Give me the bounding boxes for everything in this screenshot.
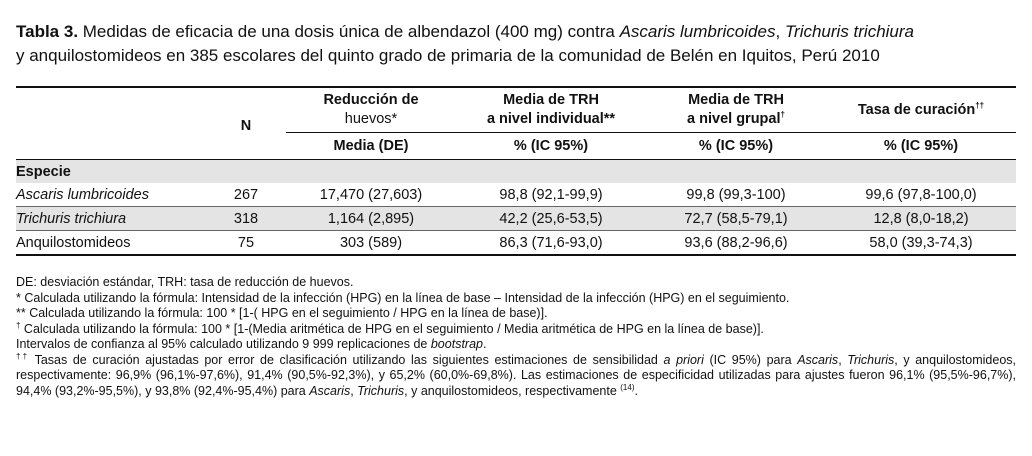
note-dd-a: Tasas de curación ajustadas por error de clasificación utilizando las siguientes estimaciones de sensibilidad: [29, 352, 664, 367]
table-caption: [16, 20, 1016, 68]
caption-text-a: Medidas de eficacia de una dosis única de albendazol (400 mg) contra: [78, 22, 620, 41]
note-intervals-c: .: [482, 337, 487, 351]
caption-line-1: [16, 20, 1016, 44]
row-2-trh-grp: 72,7 (58,5-79,1): [684, 210, 788, 227]
row-1-trh-ind: 98,8 (92,1-99,9): [499, 186, 603, 203]
row-2-n: 318: [233, 210, 259, 227]
note-dd-mark: ††: [16, 351, 30, 361]
note-abbrev: DE: desviación estándar, TRH: tasa de reducción de huevos.: [16, 275, 354, 289]
note-intervals: [16, 337, 1016, 353]
header-trh-ind-l2: a nivel individual**: [486, 111, 616, 127]
header-blank: [16, 87, 206, 160]
note-dd-h: Ascaris: [309, 383, 351, 398]
caption-sep: ,: [775, 22, 785, 41]
header-trh-individual: [456, 87, 646, 133]
table-row: [16, 231, 1016, 256]
note-double-dagger: [16, 353, 1016, 400]
row-3-reduccion: 303 (589): [339, 234, 403, 251]
sub-tasa: % (IC 95%): [826, 133, 1016, 160]
note-asterisk: * Calculada utilizando la fórmula: Intensidad de la infección (HPG) en la línea de base – Intensidad de la infección (HPG) en el seguimiento.: [16, 290, 790, 305]
row-3-trh-ind: 86,3 (71,6-93,0): [499, 234, 603, 251]
caption-species-2: Trichuris trichiura: [784, 22, 914, 41]
row-1-n: 267: [233, 186, 259, 203]
header-trh-grp-l2: [646, 110, 826, 129]
group-row: [16, 160, 1016, 184]
note-intervals-a: Intervalos de confianza al 95% calculado utilizando 9 999 replicaciones de: [16, 337, 431, 351]
note-dd-e: ,: [838, 352, 848, 367]
table-row: [16, 207, 1016, 231]
note-dd-d: Ascaris: [797, 352, 839, 367]
note-dd-l: .: [634, 383, 638, 398]
header-trh-grp-l1: Media de TRH: [688, 92, 784, 108]
row-3-trh-grp: 93,6 (88,2-96,6): [684, 234, 788, 251]
header-trh-grp-mark: †: [780, 110, 785, 120]
table-row: [16, 183, 1016, 207]
header-reduccion-l1: Reducción de: [323, 92, 419, 108]
group-label: Especie: [16, 160, 1016, 184]
row-2-reduccion: 1,164 (2,895): [327, 210, 415, 227]
note-dd-g: , y anquilostomideos, respectivamente: 96,9% (96,1%-97,6%), 91,4% (90,5%-92,3%), y 65,2% (60,0%-69,8%). Las estimaciones de especificidad utilizadas para ajustes fueron 96,1% (95,5%-96,7%), 94,4% (93,2%-95,5%), y 93,8% (92,4%-95,4%) para: [16, 352, 1016, 398]
header-trh-grupal: [646, 87, 826, 133]
note-dagger-text: Calculada utilizando la fórmula: 100 * [1-(Media aritmética de HPG en el seguimiento / Media aritmética de HPG en la línea de base)].: [20, 321, 764, 336]
row-2-tasa: 12,8 (8,0-18,2): [873, 210, 969, 227]
row-2-name: Trichuris trichiura: [16, 210, 127, 227]
caption-label: Tabla 3.: [16, 22, 79, 41]
note-dd-ref: (14): [620, 382, 635, 392]
row-1-reduccion: 17,470 (27,603): [319, 186, 423, 203]
sub-reduccion: Media (DE): [286, 133, 456, 160]
note-double-asterisk: ** Calculada utilizando la fórmula: 100 * [1-( HPG en el seguimiento / HPG en la línea de base)].: [16, 306, 548, 320]
header-reduccion: [286, 87, 456, 133]
note-dd-b: a priori: [663, 352, 704, 367]
note-dagger-mark: †: [16, 320, 21, 330]
row-1-name: Ascaris lumbricoides: [16, 186, 149, 203]
header-trh-grp-text: a nivel grupal: [687, 111, 781, 127]
header-n: N: [240, 118, 252, 134]
table-footnotes: [16, 275, 1016, 399]
note-dagger: [16, 322, 1016, 338]
caption-species-1: Ascaris lumbricoides: [619, 22, 776, 41]
row-1-tasa: 99,6 (97,8-100,0): [865, 186, 977, 203]
sub-trh-grp: % (IC 95%): [646, 133, 826, 160]
note-intervals-b: bootstrap: [430, 337, 483, 351]
row-3-n: 75: [237, 234, 255, 251]
note-dd-k: , y anquilostomideos, respectivamente: [404, 383, 621, 398]
row-1-trh-grp: 99,8 (99,3-100): [686, 186, 786, 203]
header-tasa: [826, 87, 1016, 133]
note-dd-i: ,: [350, 383, 358, 398]
header-reduccion-l2: huevos*: [344, 111, 398, 127]
header-row: [16, 87, 1016, 133]
sub-trh-ind: % (IC 95%): [456, 133, 646, 160]
row-2-trh-ind: 42,2 (25,6-53,5): [499, 210, 603, 227]
note-dd-j: Trichuris: [357, 383, 405, 398]
header-trh-ind-l1: Media de TRH: [503, 92, 599, 108]
note-dd-c: (IC 95%) para: [703, 352, 798, 367]
note-dd-f: Trichuris: [847, 352, 895, 367]
header-tasa-text: Tasa de curación: [857, 101, 976, 118]
row-3-tasa: 58,0 (39,3-74,3): [869, 234, 973, 251]
row-3-name: Anquilostomideos: [16, 234, 131, 251]
header-tasa-mark: ††: [975, 100, 985, 110]
results-table: [16, 86, 1016, 256]
caption-line-2: y anquilostomideos en 385 escolares del quinto grado de primaria de la comunidad de Belén en Iquitos, Perú 2010: [16, 46, 880, 65]
